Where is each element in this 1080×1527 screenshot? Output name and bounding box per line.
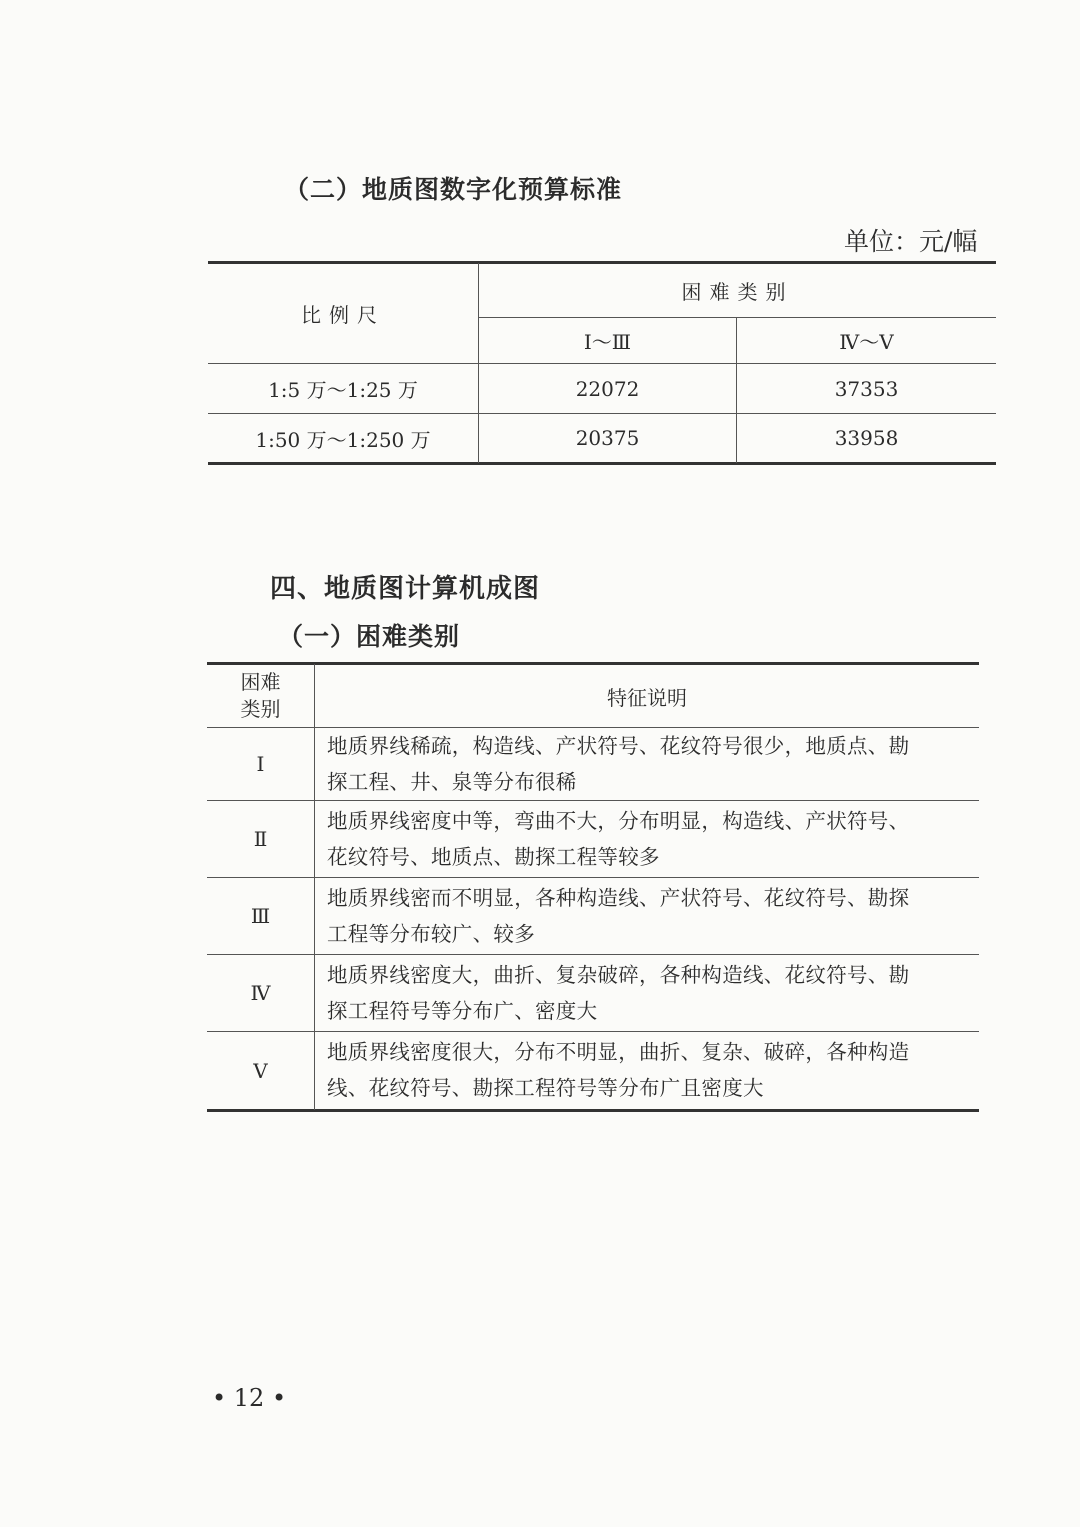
description-line: 地质界线密度很大，分布不明显，曲折、复杂、破碎，各种构造 [327, 1040, 910, 1064]
description-line: 地质界线密度大，曲折、复杂破碎，各种构造线、花纹符号、勘 [327, 963, 910, 987]
col-header-1-3: Ⅰ～Ⅲ [583, 330, 632, 354]
description-line: 工程等分布较广、较多 [327, 922, 535, 946]
scale-cell: 1:50 万～1:250 万 [255, 427, 431, 452]
value-cell: 33958 [834, 426, 899, 450]
row-divider [207, 800, 979, 801]
header-category [207, 665, 314, 727]
row-divider [207, 1031, 979, 1032]
description-cell [327, 957, 977, 1029]
description-line: 探工程、井、泉等分布很稀 [327, 770, 577, 794]
value-cell: 37353 [834, 376, 899, 401]
category-cell: Ⅴ [253, 1058, 268, 1083]
category-cell: Ⅰ [256, 752, 265, 776]
value-cell: 22072 [575, 376, 640, 401]
header-category-line1: 困难 [240, 670, 281, 694]
col-header-4-5: Ⅳ～Ⅴ [839, 330, 894, 354]
col-divider [314, 664, 315, 1110]
description-cell [327, 728, 977, 800]
subheading-difficulty: （一）困难类别 [278, 622, 461, 651]
category-cell: Ⅳ [250, 981, 271, 1005]
row-divider [207, 954, 979, 955]
description-line: 探工程符号等分布广、密度大 [327, 999, 598, 1023]
header-description: 特征说明 [607, 685, 687, 710]
difficulty-header: 困难类别 [681, 279, 794, 304]
description-cell [327, 803, 977, 875]
header-category-line2: 类别 [240, 697, 281, 721]
table-bottom-rule [207, 1109, 979, 1112]
value-cell: 20375 [575, 426, 640, 450]
description-line: 地质界线密度中等，弯曲不大，分布明显，构造线、产状符号、 [327, 809, 910, 833]
section-heading-mapping: 四、地质图计算机成图 [270, 574, 541, 604]
category-cell: Ⅲ [250, 904, 271, 928]
page-number: • 12 • [212, 1384, 287, 1412]
description-line: 花纹符号、地质点、勘探工程等较多 [327, 845, 660, 869]
difficulty-table [207, 662, 979, 1117]
scale-cell: 1:5 万～1:25 万 [268, 378, 418, 402]
budget-table [208, 261, 996, 467]
table-bottom-rule [208, 462, 996, 465]
description-line: 地质界线密而不明显，各种构造线、产状符号、花纹符号、勘探 [327, 886, 910, 910]
description-cell [327, 880, 977, 952]
category-cell: Ⅱ [253, 827, 268, 851]
section-heading-budget: （二）地质图数字化预算标准 [284, 175, 623, 204]
description-line: 地质界线稀疏，构造线、产状符号、花纹符号很少，地质点、勘 [327, 734, 910, 758]
row-divider [207, 877, 979, 878]
unit-label: 单位：元/幅 [844, 227, 978, 256]
description-line: 线、花纹符号、勘探工程符号等分布广且密度大 [327, 1076, 764, 1100]
description-cell [327, 1034, 977, 1106]
scale-header: 比例尺 [301, 302, 385, 327]
